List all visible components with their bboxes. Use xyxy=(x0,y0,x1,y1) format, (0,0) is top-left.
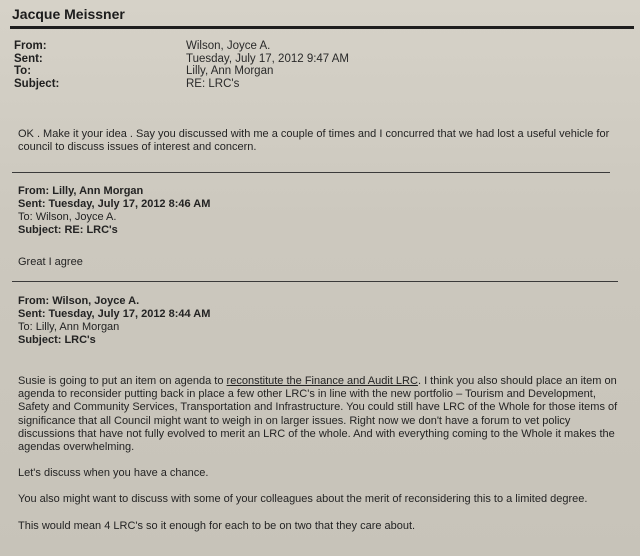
quoted2-to: To: Lilly, Ann Morgan xyxy=(18,321,120,333)
message-body-1: OK . Make it your idea . Say you discussed with me a couple of times and I concurred that we had lost a useful vehicle for council to discuss issues of interest and concern. xyxy=(18,128,610,154)
quoted1-from: From: Lilly, Ann Morgan xyxy=(18,185,144,197)
sent-label: Sent: xyxy=(14,52,43,65)
to-value: Lilly, Ann Morgan xyxy=(186,65,274,78)
reply-divider-2 xyxy=(12,281,618,282)
message3-p1-before: Susie is going to put an item on agenda to xyxy=(18,375,227,387)
subject-value: RE: LRC's xyxy=(186,77,240,90)
message3-paragraph-3: You also might want to discuss with some of your colleagues about the merit of reconsidering this to a limited degree. xyxy=(18,493,588,506)
message3-p1-after: . I think you also should place an item on agenda to reconsider putting back in place a few other LRC's in line with the new portfolio – Tourism and Development, Safety and Community Services, Transportation and Infrastructure. You could still have LRC of the Whole for those items of significance that all Council might want to weigh in on larger issues. Right now we don't have a forum to vet policy discussions that have not fully evolved to merit an LRC of the whole. And with everything coming to the Whole it makes the agendas overwhelming. xyxy=(18,375,618,454)
email-header xyxy=(14,40,349,90)
message-body-2: Great I agree xyxy=(18,256,83,268)
quoted-header-2 xyxy=(18,295,210,347)
header-divider xyxy=(10,26,634,29)
from-value: Wilson, Joyce A. xyxy=(186,40,271,52)
from-label: From: xyxy=(14,40,47,52)
message3-paragraph-2: Let's discuss when you have a chance. xyxy=(18,467,209,480)
message3-paragraph-4: This would mean 4 LRC's so it enough for each to be on two that they care about. xyxy=(18,519,416,532)
quoted-header-1 xyxy=(18,185,210,237)
message3-p1-underlined: reconstitute the Finance and Audit LRC xyxy=(226,375,418,387)
to-label: To: xyxy=(14,65,32,78)
sender-name: Jacque Meissner xyxy=(12,6,125,22)
from-row xyxy=(14,40,349,53)
quoted1-to: To: Wilson, Joyce A. xyxy=(18,211,117,223)
subject-row xyxy=(14,78,349,91)
quoted1-subject: Subject: RE: LRC's xyxy=(18,224,118,236)
quoted1-sent: Sent: Tuesday, July 17, 2012 8:46 AM xyxy=(18,198,211,210)
quoted2-sent: Sent: Tuesday, July 17, 2012 8:44 AM xyxy=(18,308,211,320)
subject-label: Subject: xyxy=(14,77,60,90)
quoted2-from: From: Wilson, Joyce A. xyxy=(18,295,140,307)
message3-paragraph-1 xyxy=(18,375,630,454)
sent-row xyxy=(14,53,349,66)
quoted2-subject: Subject: LRC's xyxy=(18,334,96,346)
message-body-3 xyxy=(18,375,630,533)
sent-value: Tuesday, July 17, 2012 9:47 AM xyxy=(186,52,350,65)
to-row xyxy=(14,65,349,78)
reply-divider-1 xyxy=(12,172,610,173)
